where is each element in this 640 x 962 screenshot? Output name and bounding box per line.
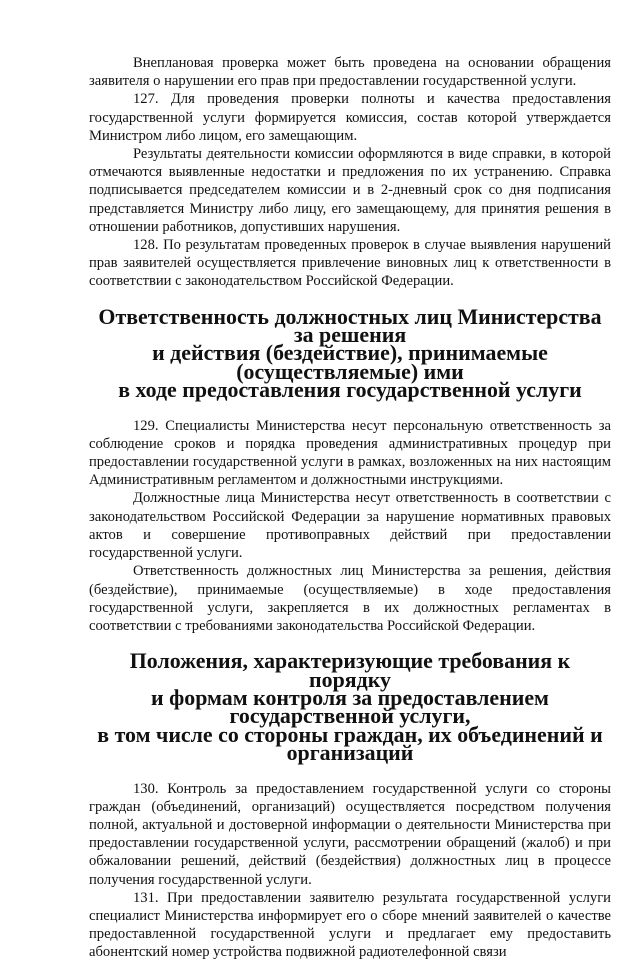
- heading-line: Ответственность должностных лиц Министерства за решения: [98, 303, 602, 348]
- paragraph-129: 129. Специалисты Министерства несут персональную ответственность за соблюдение сроков и порядка проведения административных процедур при предоставлении государственной услуги в рамках, возложенных на них настоящим Административным регламентом и должностными инструкциями.: [89, 417, 611, 489]
- paragraph-130: 130. Контроль за предоставлением государственной услуги со стороны граждан (объединений, организаций) осуществляется посредством получения полной, актуальной и достоверной информации о деятельности Министерства при предоставлении государственной услуги, рассмотрении обращений (жалоб) и при обжаловании решений, действий (бездействия) должностных лиц в процессе получения государственной услуги.: [89, 780, 611, 888]
- paragraph-128: 128. По результатам проведенных проверок в случае выявления нарушений прав заявителей осуществляется привлечение виновных лиц к ответственности в соответствии с законодательством Российской Федерации.: [89, 237, 611, 290]
- paragraph-responsibility-regulations: Ответственность должностных лиц Министерства за решения, действия (бездействие), принимаемые (осуществляемые) в ходе предоставления государственной услуги, закрепляется в их должностных регламентах в соответствии с требованиями законодательства Российской Федерации.: [89, 563, 611, 634]
- heading-line: в ходе предоставления государственной услуги: [118, 377, 582, 403]
- heading-line: в том числе со стороны граждан, их объединений и организаций: [97, 721, 603, 766]
- document-page: [89, 54, 611, 962]
- paragraph-127: 127. Для проведения проверки полноты и качества предоставления государственной услуги формируется комиссия, состав которой утверждается Министром либо лицом, его замещающим.: [89, 91, 611, 144]
- paragraph-officials-liability: Должностные лица Министерства несут ответственность в соответствии с законодательством Российской Федерации за нарушение нормативных правовых актов и совершение противоправных действий при предоставлении государственной услуги.: [89, 490, 611, 562]
- heading-line: и формам контроля за предоставлением государственной услуги,: [151, 684, 549, 729]
- section-heading-control-forms: [89, 648, 611, 766]
- paragraph-131: 131. При предоставлении заявителю результата государственной услуги специалист Министерства информирует его о сборе мнений заявителей о качестве предоставленной государственной услуги и предлагает ему предоставить абонентский номер устройства подвижной радиотелефонной связи: [89, 889, 611, 961]
- paragraph-unscheduled-inspection: Внеплановая проверка может быть проведена на основании обращения заявителя о нарушении его прав при предоставлении государственной услуги.: [89, 55, 611, 90]
- section-spacer: [89, 400, 611, 417]
- section-spacer: [89, 763, 611, 780]
- paragraph-commission-results: Результаты деятельности комиссии оформляются в виде справки, в которой отмечаются выявленные недостатки и предложения по их устранению. Справка подписывается председателем комиссии и в 2-дневный срок со дня подписания представляется Министру либо лицу, его замещающему, для принятия решения в отношении работников, допустивших нарушения.: [89, 146, 611, 235]
- section-heading-responsibility: [89, 303, 611, 403]
- heading-line: и действия (бездействие), принимаемые (осуществляемые) ими: [152, 340, 548, 384]
- heading-line: Положения, характеризующие требования к порядку: [129, 648, 571, 692]
